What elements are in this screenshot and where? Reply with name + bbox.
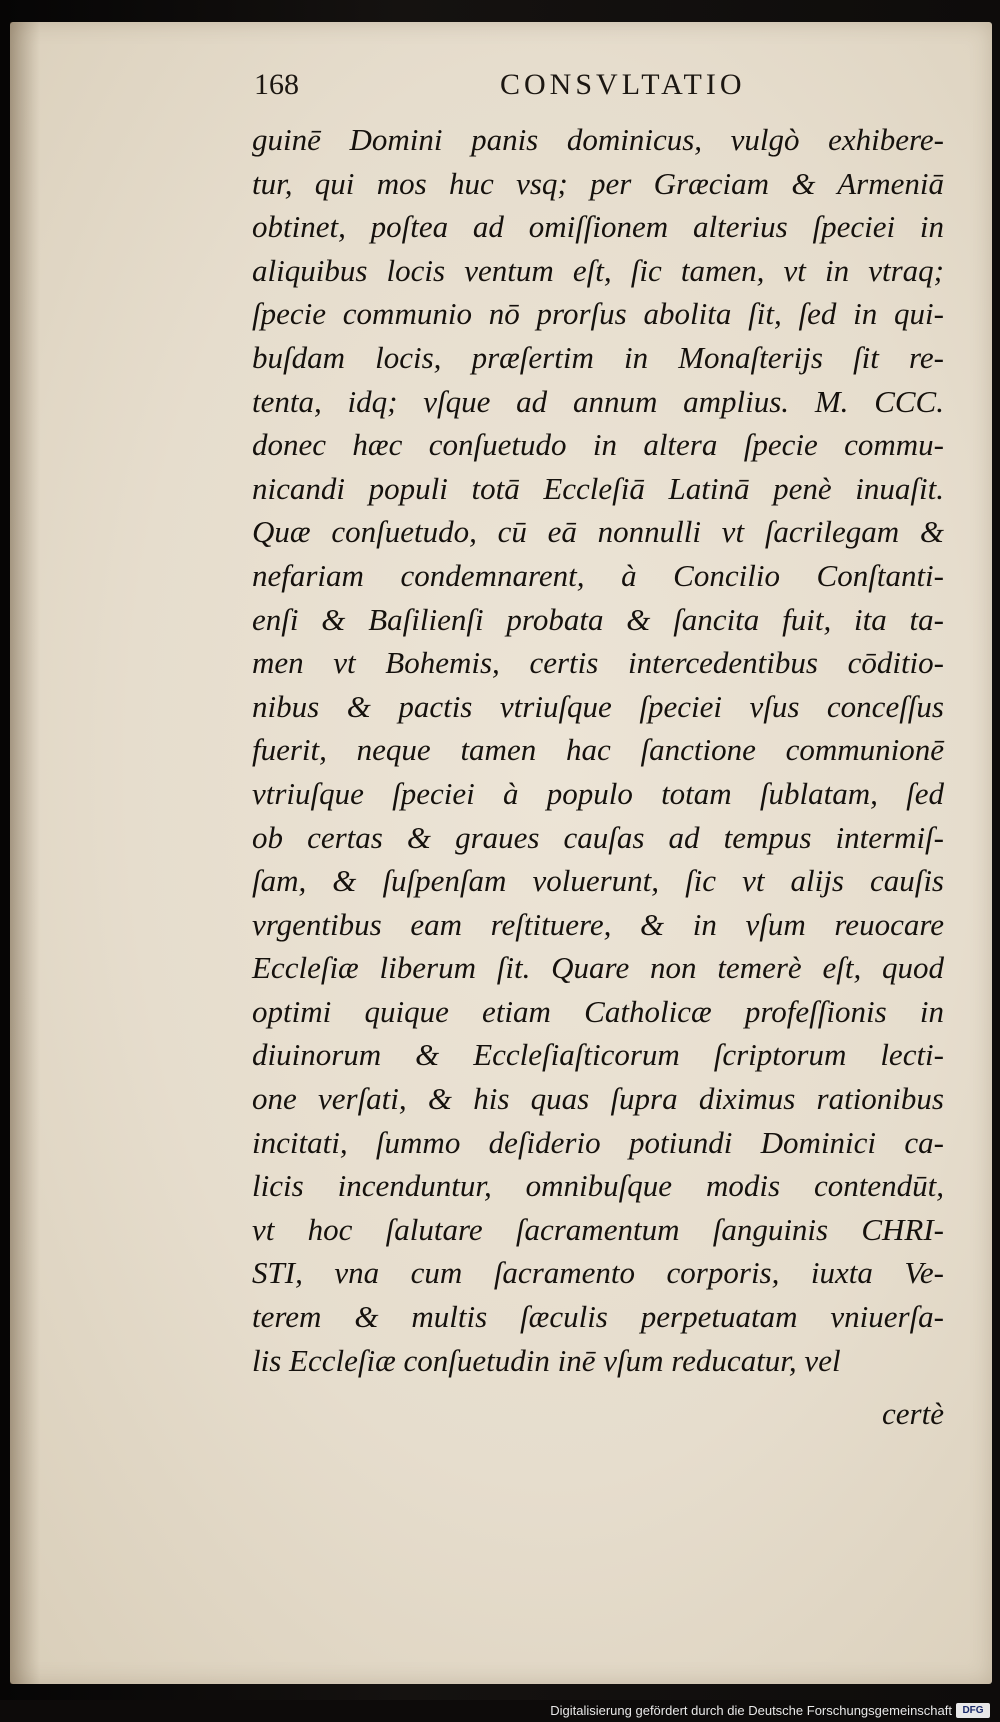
text-line: STI, vna cum ſacramento corporis, iuxta Ve- bbox=[252, 1255, 944, 1291]
text-line: diuinorum & Eccleſiaſticorum ſcriptorum lecti- bbox=[252, 1037, 944, 1073]
page-gutter-shadow bbox=[10, 22, 40, 1684]
text-line: tur, qui mos huc vsq; per Græciam & Armeniā bbox=[252, 165, 944, 201]
text-line: Eccleſiæ liberum ſit. Quare non temerè eſt, quod bbox=[252, 950, 944, 986]
text-line: men vt Bohemis, certis intercedentibus cōditio- bbox=[252, 645, 944, 681]
body-text bbox=[252, 118, 944, 1382]
catchword: certè bbox=[882, 1396, 944, 1431]
text-line: tenta, idq; vſque ad annum amplius. M. CCC. bbox=[252, 383, 944, 419]
text-line: donec hæc conſuetudo in altera ſpecie commu- bbox=[252, 427, 944, 463]
text-line: enſi & Baſilienſi probata & ſancita fuit, ita ta- bbox=[252, 601, 944, 637]
text-line: fuerit, neque tamen hac ſanctione communionē bbox=[252, 732, 944, 768]
text-line: lis Eccleſiæ conſuetudin inē vſum reducatur, vel bbox=[252, 1342, 841, 1378]
text-line: terem & multis ſæculis perpetuatam vniuerſa- bbox=[252, 1299, 944, 1335]
text-line: vt hoc ſalutare ſacramentum ſanguinis CHRI- bbox=[252, 1211, 944, 1247]
text-line: vtriuſque ſpeciei à populo totam ſublatam, ſed bbox=[252, 775, 944, 811]
running-head bbox=[254, 68, 814, 112]
running-title: CONSVLTATIO bbox=[500, 68, 746, 101]
text-line: obtinet, poſtea ad omiſſionem alterius ſpeciei in bbox=[252, 209, 944, 245]
text-line: optimi quique etiam Catholicæ profeſſionis in bbox=[252, 993, 944, 1029]
text-line: nefariam condemnarent, à Concilio Conſtanti- bbox=[252, 557, 944, 593]
text-line: licis incenduntur, omnibuſque modis contendūt, bbox=[252, 1168, 944, 1204]
text-line: nibus & pactis vtriuſque ſpeciei vſus conceſſus bbox=[252, 688, 944, 724]
text-line: nicandi populi totā Eccleſiā Latinā penè inuaſit. bbox=[252, 470, 944, 506]
text-line: aliquibus locis ventum eſt, ſic tamen, vt in vtraq; bbox=[252, 252, 944, 288]
text-line: incitati, ſummo deſiderio potiundi Dominici ca- bbox=[252, 1124, 944, 1160]
text-line: ſpecie communio nō prorſus abolita ſit, ſed in qui- bbox=[252, 296, 944, 332]
page-number: 168 bbox=[254, 68, 299, 101]
text-line: ſam, & ſuſpenſam voluerunt, ſic vt alijs cauſis bbox=[252, 863, 944, 899]
text-line: buſdam locis, præſertim in Monaſterijs ſit re- bbox=[252, 339, 944, 375]
text-line: ob certas & graues cauſas ad tempus intermiſ- bbox=[252, 819, 944, 855]
text-line: Quæ conſuetudo, cū eā nonnulli vt ſacrilegam & bbox=[252, 514, 944, 550]
dfg-logo-icon: DFG bbox=[956, 1703, 990, 1718]
digitization-credit: Digitalisierung gefördert durch die Deutsche Forschungsgemeinschaft bbox=[550, 1703, 952, 1718]
text-line: guinē Domini panis dominicus, vulgò exhibere- bbox=[252, 122, 944, 157]
text-line: vrgentibus eam reſtituere, & in vſum reuocare bbox=[252, 906, 944, 942]
text-line: one verſati, & his quas ſupra diximus rationibus bbox=[252, 1081, 944, 1117]
